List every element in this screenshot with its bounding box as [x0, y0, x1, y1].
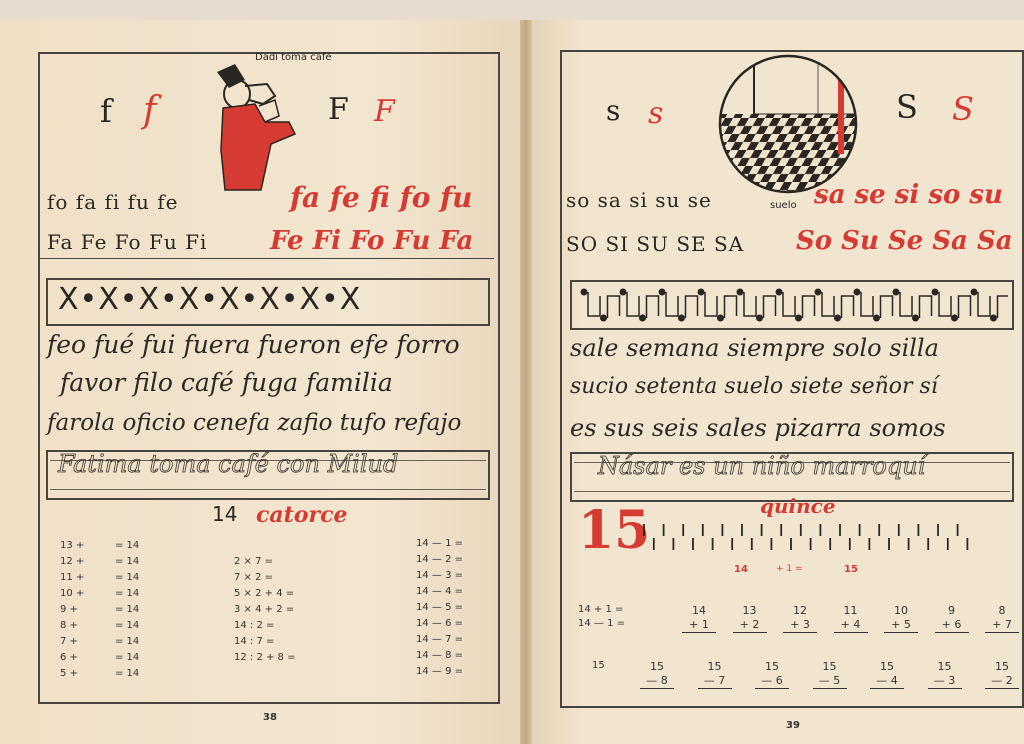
pattern-dot: [951, 315, 958, 322]
exercise-bottom: + 5: [884, 618, 918, 633]
letter-s-script: s: [648, 96, 664, 131]
sum-result: = 14: [115, 556, 140, 567]
exercise-bottom: — 5: [813, 674, 847, 689]
vertical-exercise: [755, 660, 789, 689]
exercise-bottom: + 1: [682, 618, 716, 633]
vertical-exercise: [733, 604, 767, 633]
addend: 6 +: [60, 652, 78, 663]
sum-result: = 14: [115, 636, 140, 647]
handwriting-sentence-s: Násar es un niño marroquí: [598, 452, 926, 480]
subtraction-row: 14 — 9 =: [416, 666, 464, 677]
pattern-stroke: [686, 296, 698, 318]
exercise-top: 15: [765, 660, 779, 673]
pattern-stroke: [900, 292, 912, 316]
cursive-words-line-2: favor filo café fuga familia: [60, 368, 393, 397]
number-word-catorce: catorce: [256, 502, 348, 528]
pattern-stroke: [842, 296, 854, 318]
exercise-bottom: — 6: [755, 674, 789, 689]
exercise-top: 12: [793, 604, 807, 617]
vertical-exercise: [834, 604, 868, 633]
cursive-words-s-line-3: es sus seis sales pizarra somos: [570, 414, 946, 442]
syllables-print-upper: Fa Fe Fo Fu Fi: [47, 230, 208, 254]
exercise-bottom: — 2: [985, 674, 1019, 689]
vertical-exercise: [928, 660, 962, 689]
pattern-stroke: [705, 292, 717, 316]
pattern-stroke: [998, 296, 1009, 318]
pattern-dot: [717, 315, 724, 322]
pattern-box: [46, 278, 490, 326]
pattern-stroke: [959, 296, 971, 318]
vertical-exercise: [813, 660, 847, 689]
exercise-top: 15: [880, 660, 894, 673]
sum-result: = 14: [115, 668, 140, 679]
pattern-dot: [893, 289, 900, 296]
book-gutter: [520, 20, 532, 744]
exercise-bottom: + 4: [834, 618, 868, 633]
pattern-dot: [698, 289, 705, 296]
number-word-quince: quince: [760, 494, 836, 518]
sum-result: = 14: [115, 652, 140, 663]
pattern-dot: [912, 315, 919, 322]
addend: 13 +: [60, 540, 85, 551]
exercise-top: 11: [843, 604, 858, 617]
letter-F-script: F: [374, 94, 395, 129]
letter-f-script: f: [143, 90, 157, 131]
exercise-top: 13: [742, 604, 757, 617]
subtraction-row: 14 — 5 =: [416, 602, 464, 613]
operations-column: [234, 556, 344, 668]
addend: 10 +: [60, 588, 85, 599]
cursive-words-line-3: farola oficio cenefa zafio tufo refajo: [47, 410, 462, 436]
subtraction-row: 14 — 8 =: [416, 650, 464, 661]
operation-row: 2 × 7 =: [234, 556, 274, 567]
addition-row: [60, 604, 160, 620]
pattern-stroke: [588, 292, 600, 316]
letter-f-print: f: [100, 92, 112, 130]
page-number-38: 38: [263, 712, 277, 723]
addend: 9 +: [60, 604, 78, 615]
exercise-bottom: + 3: [783, 618, 817, 633]
subtraction-row: 14 — 1 =: [416, 538, 464, 549]
exercise-top: 14: [692, 604, 706, 617]
addition-row: [60, 540, 160, 556]
pattern-stroke: [881, 296, 893, 318]
syllables-script-lower-s: sa se si so su: [814, 180, 1003, 210]
addition-row: [60, 620, 160, 636]
operation-row: 14 : 2 =: [234, 620, 275, 631]
subtraction-row: 14 — 3 =: [416, 570, 464, 581]
letter-S-print: S: [896, 88, 918, 126]
operation-row: 5 × 2 + 4 =: [234, 588, 295, 599]
addend: 8 +: [60, 620, 78, 631]
sum-result: = 14: [115, 588, 140, 599]
subtraction-row: 14 — 7 =: [416, 634, 464, 645]
pattern-dot: [834, 315, 841, 322]
divider-line: [40, 258, 494, 259]
cursive-words-line-1: feo fué fui fuera fueron efe forro: [47, 330, 460, 359]
letter-S-script: S: [952, 90, 974, 128]
exercise-top: 8: [998, 604, 1006, 617]
exercise-bottom: — 7: [698, 674, 732, 689]
addition-column: [60, 540, 160, 684]
exercise-bottom: — 4: [870, 674, 904, 689]
illustration-caption: Dadi toma café: [255, 52, 332, 63]
vertical-exercise: [640, 660, 674, 689]
addition-row: [60, 636, 160, 652]
pattern-dot: [659, 289, 666, 296]
pattern-stroke: [608, 296, 620, 318]
syllables-script-lower: fa fe fi fo fu: [290, 181, 473, 214]
operation-row: 12 : 2 + 8 =: [234, 652, 296, 663]
addition-row: [60, 588, 160, 604]
subtraction-row: 14 — 4 =: [416, 586, 464, 597]
addition-row: [60, 652, 160, 668]
equation-sub: 14 — 1 =: [578, 618, 626, 629]
number-14: 14: [212, 502, 238, 526]
operation-row: 3 × 4 + 2 =: [234, 604, 295, 615]
pattern-stroke: [861, 292, 873, 316]
pattern-dot: [678, 315, 685, 322]
pattern-dot: [600, 315, 607, 322]
addend: 7 +: [60, 636, 78, 647]
vertical-exercise: [985, 660, 1019, 689]
syllables-print-lower-s: so sa si su se: [566, 188, 712, 212]
exercise-top: 10: [894, 604, 908, 617]
pattern-dot: [620, 289, 627, 296]
syllables-print-upper-s: SO SI SU SE SA: [566, 232, 745, 256]
sum-result: = 14: [115, 572, 140, 583]
pattern-stroke: [725, 296, 737, 318]
pattern-stroke: [978, 292, 990, 316]
exercise-top: 15: [822, 660, 837, 673]
subtraction-row: 14 — 6 =: [416, 618, 464, 629]
sum-result: = 14: [115, 540, 140, 551]
pattern-dot: [581, 289, 588, 296]
suelo-label: suelo: [770, 200, 797, 211]
addend: 12 +: [60, 556, 85, 567]
subtraction-column: [416, 538, 486, 682]
pattern-stroke: [666, 292, 678, 316]
pattern-dot: [971, 289, 978, 296]
operation-row: 7 × 2 =: [234, 572, 274, 583]
pattern-dot: [990, 315, 997, 322]
pattern-dot: [737, 289, 744, 296]
page-number-39: 39: [786, 720, 800, 731]
exercise-bottom: + 2: [733, 618, 767, 633]
vertical-exercise: [783, 604, 817, 633]
exercise-bottom: — 8: [640, 674, 674, 689]
letter-s-print: s: [606, 94, 621, 127]
pattern-stroke: [627, 292, 639, 316]
handwriting-sentence: Fatima toma café con Milud: [58, 450, 399, 478]
number-15: 15: [578, 500, 651, 561]
dot-pattern: [576, 286, 1008, 324]
tally-label-15: 15: [844, 564, 858, 575]
pattern-stroke: [939, 292, 951, 316]
handwriting-practice-box: [46, 450, 490, 500]
exercise-bottom: — 3: [928, 674, 962, 689]
syllables-print-lower: fo fa fi fu fe: [47, 190, 179, 214]
tally-label-plus: + 1 =: [776, 564, 803, 574]
pattern-stroke: [783, 292, 795, 316]
vertical-exercise: [698, 660, 732, 689]
tally-label-14: 14: [734, 564, 748, 575]
dot-pattern-box: [570, 280, 1014, 330]
pattern-stroke: [647, 296, 659, 318]
sum-result: = 14: [115, 604, 140, 615]
vertical-exercise: [870, 660, 904, 689]
addition-row: [60, 668, 160, 684]
addend: 5 +: [60, 668, 78, 679]
tally-marks: [640, 518, 980, 564]
subtraction-lead: 15: [592, 660, 605, 671]
pattern-dot: [854, 289, 861, 296]
cursive-words-s-line-1: sale semana siempre solo silla: [570, 334, 939, 362]
pattern-stroke: [822, 292, 834, 316]
addition-row: [60, 556, 160, 572]
syllables-script-upper-s: So Su Se Sa Sa: [796, 226, 1013, 256]
exercise-top: 15: [995, 660, 1009, 673]
exercise-bottom: + 6: [935, 618, 969, 633]
sum-result: = 14: [115, 620, 140, 631]
pattern-dot: [815, 289, 822, 296]
pattern-dot: [756, 315, 763, 322]
exercise-top: 15: [650, 660, 664, 673]
x-pattern: X•X•X•X•X•X•X•X: [58, 282, 362, 317]
pattern-stroke: [920, 296, 932, 318]
pattern-stroke: [803, 296, 815, 318]
vertical-exercise: [884, 604, 918, 633]
exercise-top: 9: [948, 604, 955, 617]
equation-add: 14 + 1 =: [578, 604, 624, 615]
vertical-exercise: [985, 604, 1019, 633]
vertical-exercise: [935, 604, 969, 633]
pattern-stroke: [764, 296, 776, 318]
pattern-dot: [639, 315, 646, 322]
operation-row: 14 : 7 =: [234, 636, 275, 647]
pattern-stroke: [744, 292, 756, 316]
exercise-top: 15: [707, 660, 722, 673]
addend: 11 +: [60, 572, 85, 583]
addition-row: [60, 572, 160, 588]
vertical-exercise: [682, 604, 716, 633]
boy-drinking-coffee-illustration: [205, 60, 305, 195]
letter-F-print: F: [328, 92, 349, 127]
subtraction-row: 14 — 2 =: [416, 554, 464, 565]
syllables-script-upper: Fe Fi Fo Fu Fa: [270, 226, 474, 256]
exercise-bottom: + 7: [985, 618, 1019, 633]
pattern-dot: [795, 315, 802, 322]
pattern-dot: [776, 289, 783, 296]
exercise-top: 15: [937, 660, 952, 673]
pattern-dot: [932, 289, 939, 296]
cursive-words-s-line-2: sucio setenta suelo siete señor sí: [570, 374, 938, 399]
checkered-floor-illustration: [714, 54, 862, 194]
pattern-dot: [873, 315, 880, 322]
